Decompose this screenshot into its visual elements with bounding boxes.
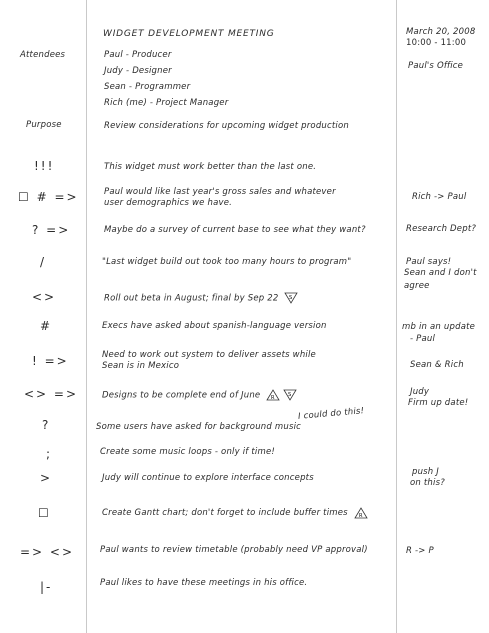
triangle-tag-icon xyxy=(266,389,280,401)
row-note: Paul says! xyxy=(406,257,452,267)
attendee-item: Sean - Programmer xyxy=(104,82,191,92)
row-symbol: ? xyxy=(42,418,51,432)
row-note: Research Dept? xyxy=(406,224,477,234)
right-margin-rule xyxy=(396,0,397,633)
row-text-line: Create Gantt chart; don't forget to include buffer times xyxy=(102,508,348,518)
row-text: Need to work out system to deliver assets while xyxy=(102,350,316,360)
row-text xyxy=(102,389,297,402)
row-symbol: <> => xyxy=(24,387,79,401)
row-text xyxy=(104,292,298,305)
meeting-location: Paul's Office xyxy=(408,61,464,71)
row-note: - Paul xyxy=(410,334,436,344)
left-margin-rule xyxy=(86,0,87,633)
purpose-label: Purpose xyxy=(26,120,62,130)
row-note: Sean and I don't xyxy=(404,268,477,278)
attendees-label: Attendees xyxy=(20,50,66,60)
row-text: Paul wants to review timetable (probably need VP approval) xyxy=(100,545,368,555)
attendee-item: Paul - Producer xyxy=(104,50,172,60)
row-text: user demographics we have. xyxy=(104,198,233,208)
meeting-time: 10:00 - 11:00 xyxy=(406,38,467,48)
row-symbol: !!! xyxy=(34,159,55,173)
row-text xyxy=(102,507,368,519)
row-text: "Last widget build out took too many hours to program" xyxy=(102,257,352,267)
row-note: agree xyxy=(404,281,430,291)
row-text: Paul would like last year's gross sales and whatever xyxy=(104,187,336,197)
row-text-line: Roll out beta in August; final by Sep 22 xyxy=(104,293,279,304)
row-text: Sean is in Mexico xyxy=(102,361,180,371)
row-aside: I could do this! xyxy=(297,406,365,422)
row-symbol: <> xyxy=(32,290,57,304)
purpose-text: Review considerations for upcoming widget production xyxy=(104,121,349,131)
row-note: R -> P xyxy=(406,546,434,556)
row-symbol: ☐ # => xyxy=(18,190,79,204)
row-text: This widget must work better than the last one. xyxy=(104,162,317,172)
row-symbol: |- xyxy=(40,580,53,594)
row-symbol: > xyxy=(40,471,53,485)
row-note: push J xyxy=(412,467,440,477)
triangle-tag-icon xyxy=(354,507,368,519)
row-text: Some users have asked for background music xyxy=(96,422,302,432)
row-symbol: ☐ xyxy=(38,506,51,520)
attendee-item: Rich (me) - Project Manager xyxy=(104,98,229,108)
tag-letter: S xyxy=(288,392,292,398)
row-text: Paul likes to have these meetings in his office. xyxy=(100,578,308,588)
meeting-title: WIDGET DEVELOPMENT MEETING xyxy=(103,29,275,39)
row-text: Judy will continue to explore interface concepts xyxy=(102,473,314,483)
row-note: Firm up date! xyxy=(408,398,469,408)
tag-letter: S xyxy=(289,295,293,301)
row-note: Rich -> Paul xyxy=(412,192,467,202)
row-text-line: Designs to be complete end of June xyxy=(102,390,261,401)
row-text: Execs have asked about spanish-language version xyxy=(102,321,327,331)
row-note: on this? xyxy=(410,478,445,488)
row-symbol: / xyxy=(40,255,47,269)
row-symbol: ; xyxy=(46,447,53,461)
row-symbol: # xyxy=(40,319,53,333)
attendee-item: Judy - Designer xyxy=(104,66,172,76)
row-symbol: ! => xyxy=(32,354,69,368)
row-note: Judy xyxy=(410,387,430,397)
row-text: Maybe do a survey of current base to see what they want? xyxy=(104,225,366,235)
tag-letter: R xyxy=(358,513,363,519)
row-symbol: => <> xyxy=(20,545,75,559)
meeting-date: March 20, 2008 xyxy=(406,27,476,37)
row-note: Sean & Rich xyxy=(410,360,464,370)
tag-letter: R xyxy=(271,395,275,401)
row-note: mb in an update xyxy=(402,322,476,332)
triangle-tag-icon xyxy=(283,389,297,401)
row-symbol: ? => xyxy=(32,223,71,237)
triangle-tag-icon xyxy=(284,292,298,304)
row-text: Create some music loops - only if time! xyxy=(100,447,276,457)
